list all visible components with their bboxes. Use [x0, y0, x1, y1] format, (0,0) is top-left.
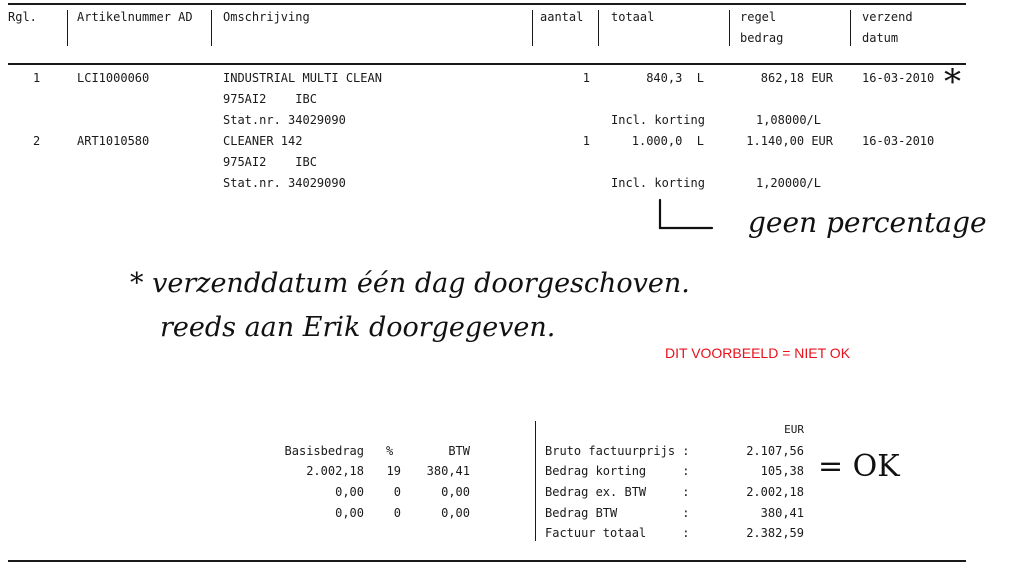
header-rgl: Rgl. — [8, 10, 37, 24]
totals-divider — [535, 421, 536, 541]
handwritten-geen-percentage: geen percentage — [748, 206, 987, 239]
totals-label: Factuur totaal : — [545, 526, 690, 540]
header-bedrag: bedrag — [740, 31, 784, 45]
vat-cell: 0 — [393, 485, 401, 499]
vat-cell: 0,00 — [441, 485, 470, 499]
header-divider — [211, 10, 212, 46]
totals-label: Bedrag ex. BTW : — [545, 485, 690, 499]
handwritten-bracket — [650, 196, 720, 236]
totals-value: 380,41 — [760, 506, 804, 520]
vat-cell: 380,41 — [426, 464, 470, 478]
line-desc: 975AI2 IBC — [223, 155, 317, 169]
header-verzend: verzend — [862, 10, 913, 24]
line-aantal: 1 — [582, 71, 590, 85]
totals-value: 2.382,59 — [746, 526, 804, 540]
header-artikel: Artikelnummer AD — [77, 10, 193, 24]
line-desc: Stat.nr. 34029090 — [223, 176, 346, 190]
vat-cell: 2.002,18 — [306, 464, 364, 478]
handwritten-note-line1: * verzenddatum één dag doorgeschoven. — [130, 268, 690, 299]
totals-value: 105,38 — [760, 464, 804, 478]
header-totaal: totaal — [611, 10, 655, 24]
line-bedrag: 862,18 EUR — [760, 71, 833, 85]
top-rule — [8, 3, 966, 5]
handwritten-ok: = OK — [818, 449, 900, 484]
header-datum: datum — [862, 31, 899, 45]
alert-text: DIT VOORBEELD = NIET OK — [665, 345, 851, 361]
line-desc: CLEANER 142 — [223, 134, 303, 148]
totals-label: Bedrag BTW : — [545, 506, 690, 520]
line-bedrag: 1.140,00 EUR — [746, 134, 833, 148]
vat-cell: 19 — [386, 464, 401, 478]
line-artikel: ART1010580 — [77, 134, 150, 148]
totals-label: Bruto factuurprijs : — [545, 444, 690, 458]
header-aantal: aantal — [540, 10, 584, 24]
vat-header-pct: % — [386, 444, 394, 458]
line-desc: Stat.nr. 34029090 — [223, 113, 346, 127]
handwritten-note-line2: reeds aan Erik doorgegeven. — [160, 312, 556, 343]
totals-label: Bedrag korting : — [545, 464, 690, 478]
line-totaal: 840,3 L — [646, 71, 704, 85]
totals-value: 2.107,56 — [746, 444, 804, 458]
line-korting-value: 1,20000/L — [755, 176, 821, 190]
line-rgl: 1 — [33, 71, 41, 85]
vat-header-btw: BTW — [448, 444, 470, 458]
header-omschrijving: Omschrijving — [223, 10, 310, 24]
line-aantal: 1 — [582, 134, 590, 148]
totals-currency: EUR — [784, 423, 804, 436]
vat-cell: 0,00 — [335, 506, 364, 520]
star-mark: * — [944, 62, 961, 102]
vat-cell: 0 — [393, 506, 401, 520]
totals-value: 2.002,18 — [746, 485, 804, 499]
header-divider — [850, 10, 851, 46]
line-rgl: 2 — [33, 134, 41, 148]
vat-cell: 0,00 — [335, 485, 364, 499]
line-korting-label: Incl. korting — [611, 113, 705, 127]
header-regel: regel — [740, 10, 777, 24]
line-desc: 975AI2 IBC — [223, 92, 317, 106]
bottom-rule — [8, 560, 966, 562]
header-divider — [532, 10, 533, 46]
vat-header-basis: Basisbedrag — [284, 444, 364, 458]
header-divider — [729, 10, 730, 46]
header-divider — [598, 10, 599, 46]
header-divider — [67, 10, 68, 46]
header-rule — [8, 63, 966, 65]
vat-cell: 0,00 — [441, 506, 470, 520]
line-totaal: 1.000,0 L — [631, 134, 704, 148]
line-artikel: LCI1000060 — [77, 71, 150, 85]
line-datum: 16-03-2010 — [862, 134, 935, 148]
line-korting-value: 1,08000/L — [755, 113, 821, 127]
line-desc: INDUSTRIAL MULTI CLEAN — [223, 71, 382, 85]
line-korting-label: Incl. korting — [611, 176, 705, 190]
line-datum: 16-03-2010 — [862, 71, 935, 85]
